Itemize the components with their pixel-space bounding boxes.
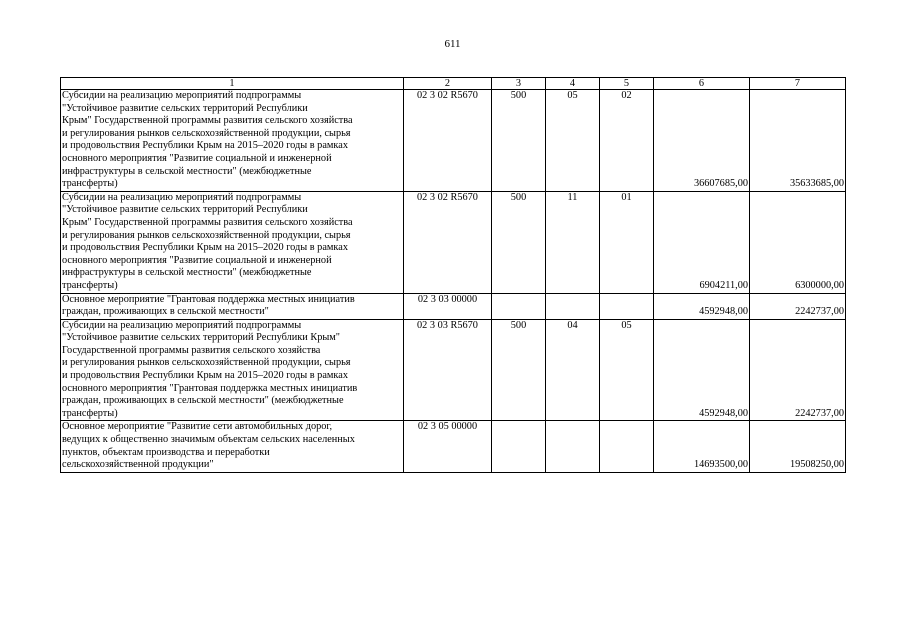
row-amount-6: 4592948,00 bbox=[654, 319, 750, 421]
row-col3: 500 bbox=[492, 191, 546, 293]
column-header: 5 bbox=[600, 78, 654, 90]
row-code: 02 3 02 R5670 bbox=[404, 90, 492, 192]
row-col4: 11 bbox=[546, 191, 600, 293]
row-description: Основное мероприятие "Грантовая поддержка местных инициатив граждан, проживающих в сельской местности" bbox=[61, 293, 404, 319]
row-col4: 05 bbox=[546, 90, 600, 192]
row-amount-7: 6300000,00 bbox=[750, 191, 846, 293]
row-description: Субсидии на реализацию мероприятий подпрограммы "Устойчивое развитие сельских территорий Республики Крым" Государственной программы развития сельского хозяйства и регулирования рынков сельскохозяйственной продукции, сырья и продовольствия Республики Крым на 2015–2020 годы в рамках основного мероприятия "Развитие социальной и инженерной инфраструктуры в сельской местности" (межбюджетные трансферты) bbox=[61, 90, 404, 192]
table-row bbox=[61, 319, 846, 421]
row-col5 bbox=[600, 421, 654, 472]
row-description: Субсидии на реализацию мероприятий подпрограммы "Устойчивое развитие сельских территорий Республики Крым" Государственной программы развития сельского хозяйства и регулирования рынков сельскохозяйственной продукции, сырья и продовольствия Республики Крым на 2015–2020 годы в рамках основного мероприятия "Грантовая поддержка местных инициатив граждан, проживающих в сельской местности" (межбюджетные трансферты) bbox=[61, 319, 404, 421]
row-amount-6: 36607685,00 bbox=[654, 90, 750, 192]
row-amount-7: 2242737,00 bbox=[750, 293, 846, 319]
row-col3: 500 bbox=[492, 319, 546, 421]
table-row bbox=[61, 293, 846, 319]
column-header: 6 bbox=[654, 78, 750, 90]
row-code: 02 3 05 00000 bbox=[404, 421, 492, 472]
row-amount-7: 2242737,00 bbox=[750, 319, 846, 421]
row-col5 bbox=[600, 293, 654, 319]
row-col5: 05 bbox=[600, 319, 654, 421]
row-col5: 01 bbox=[600, 191, 654, 293]
column-header: 3 bbox=[492, 78, 546, 90]
page-number: 611 bbox=[444, 38, 461, 50]
row-description: Основное мероприятие "Развитие сети автомобильных дорог, ведущих к общественно значимым объектам сельских населенных пунктов, объектам производства и переработки сельскохозяйственной продукции" bbox=[61, 421, 404, 472]
row-col3 bbox=[492, 421, 546, 472]
column-header: 2 bbox=[404, 78, 492, 90]
row-amount-6: 14693500,00 bbox=[654, 421, 750, 472]
budget-table bbox=[60, 77, 846, 473]
row-col4 bbox=[546, 421, 600, 472]
column-header: 1 bbox=[61, 78, 404, 90]
row-col4: 04 bbox=[546, 319, 600, 421]
row-description: Субсидии на реализацию мероприятий подпрограммы "Устойчивое развитие сельских территорий Республики Крым" Государственной программы развития сельского хозяйства и регулирования рынков сельскохозяйственной продукции, сырья и продовольствия Республики Крым на 2015–2020 годы в рамках основного мероприятия "Развитие социальной и инженерной инфраструктуры в сельской местности" (межбюджетные трансферты) bbox=[61, 191, 404, 293]
row-amount-7: 19508250,00 bbox=[750, 421, 846, 472]
table-row bbox=[61, 421, 846, 472]
row-col3: 500 bbox=[492, 90, 546, 192]
row-col5: 02 bbox=[600, 90, 654, 192]
row-code: 02 3 02 R5670 bbox=[404, 191, 492, 293]
row-col3 bbox=[492, 293, 546, 319]
row-col4 bbox=[546, 293, 600, 319]
row-amount-7: 35633685,00 bbox=[750, 90, 846, 192]
row-amount-6: 6904211,00 bbox=[654, 191, 750, 293]
row-code: 02 3 03 R5670 bbox=[404, 319, 492, 421]
table-row bbox=[61, 191, 846, 293]
table-header-row bbox=[61, 78, 846, 90]
column-header: 4 bbox=[546, 78, 600, 90]
row-amount-6: 4592948,00 bbox=[654, 293, 750, 319]
table-row bbox=[61, 90, 846, 192]
row-code: 02 3 03 00000 bbox=[404, 293, 492, 319]
column-header: 7 bbox=[750, 78, 846, 90]
